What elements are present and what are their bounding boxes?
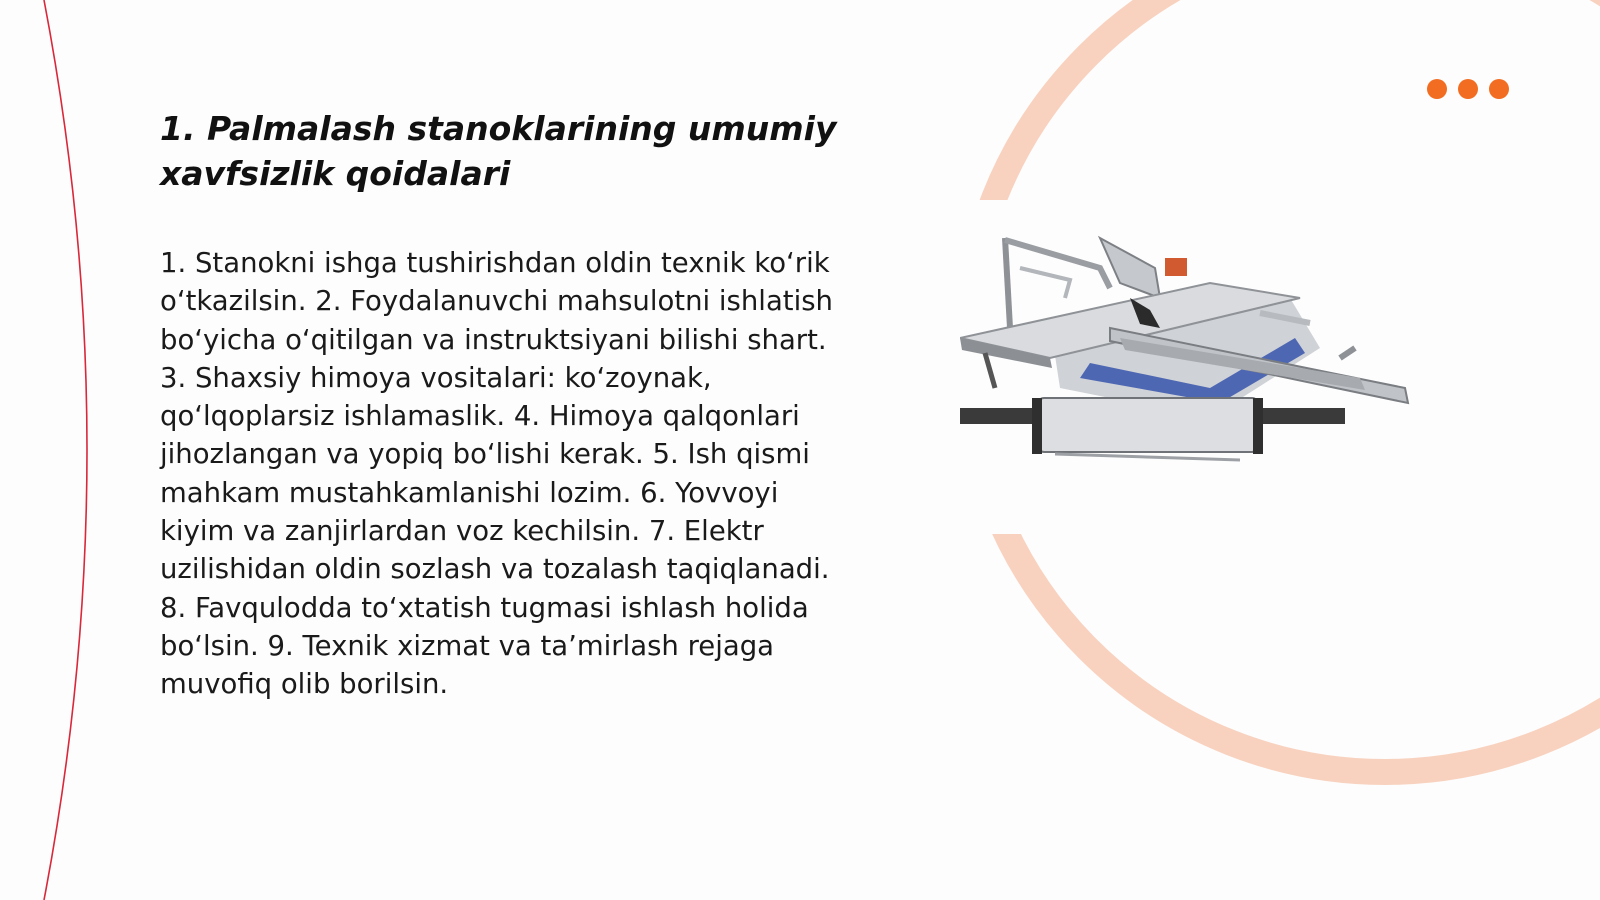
more-dots-icon — [1427, 79, 1509, 99]
dot-icon — [1489, 79, 1509, 99]
dot-icon — [1427, 79, 1447, 99]
safety-rules-text: 1. Stanokni ishga tushirishdan oldin texnik ko‘rik o‘tkazilsin. 2. Foydalanuvchi mahsulotni ishlatish bo‘yicha o‘qitilgan va instruktsiyani bilishi shart. 3. Shaxsiy himoya vositalari: ko‘zoynak, qo‘lqoplarsiz ishlamaslik. 4. Himoya qalqonlari jihozlangan va yopiq bo‘lishi kerak. 5. Ish qismi mahkam mustahkamlanishi lozim. 6. Yovvoyi kiyim va zanjirlardan voz kechilsin. 7. Elektr uzilishidan oldin sozlash va tozalash taqiqlanadi. 8. Favqulodda to‘xtatish tugmasi ishlash holida bo‘lsin. 9. Texnik xizmat va ta’mirlash rejaga muvofiq olib borilsin. — [160, 247, 833, 701]
dot-icon — [1458, 79, 1478, 99]
sliding-table-saw-image — [960, 228, 1440, 488]
left-curve-line — [44, 0, 87, 900]
slide-title: 1. Palmalash stanoklarining umumiy xavfsizlik qoidalari — [160, 109, 837, 193]
